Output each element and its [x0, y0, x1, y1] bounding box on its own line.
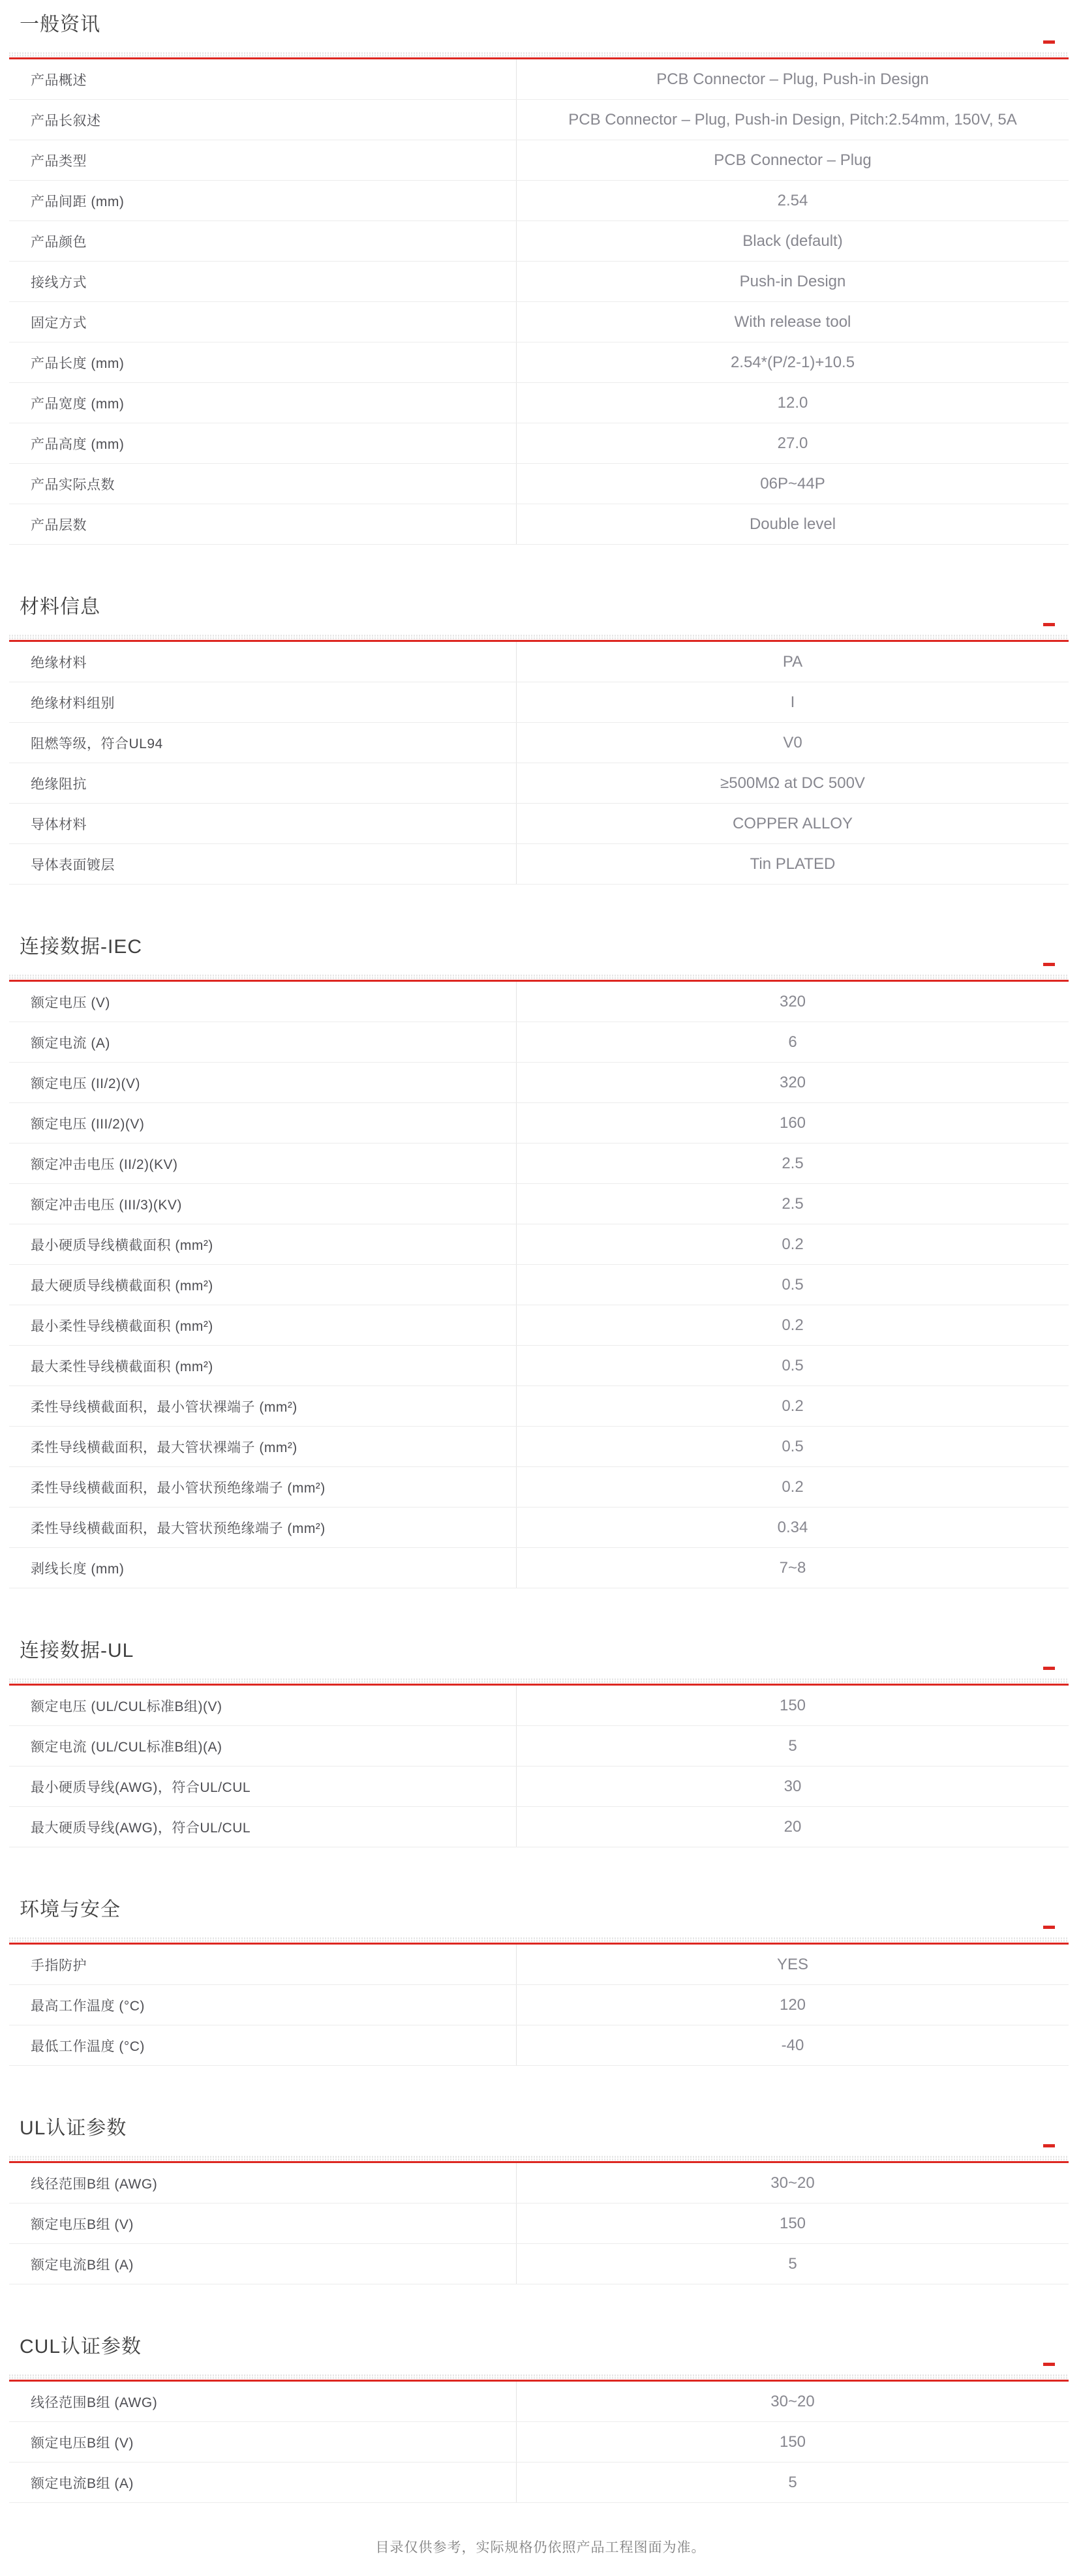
spec-row: [9, 804, 1069, 844]
collapse-minus-icon[interactable]: [1043, 1667, 1055, 1670]
spec-value: PA: [782, 652, 803, 671]
section-title: CUL认证参数: [20, 2336, 142, 2357]
spec-label: 柔性导线横截面积，最大管状裸端子 (mm²): [9, 1427, 517, 1466]
spec-value: 6: [788, 1033, 797, 1051]
spec-value: 2.54*(P/2-1)+10.5: [730, 353, 855, 371]
spec-row: [9, 59, 1069, 100]
section-title: 一般资讯: [20, 14, 100, 35]
collapse-minus-icon[interactable]: [1043, 963, 1055, 966]
spec-label: 剥线长度 (mm): [9, 1548, 517, 1588]
spec-value: 0.5: [782, 1356, 804, 1374]
spec-value: PCB Connector – Plug, Push-in Design, Pitch:2.54mm, 150V, 5A: [568, 110, 1017, 129]
section-title: 环境与安全: [20, 1899, 121, 1920]
spec-row: [9, 181, 1069, 221]
collapse-minus-icon[interactable]: [1043, 40, 1055, 44]
spec-table: [9, 642, 1069, 885]
spec-row: [9, 1686, 1069, 1726]
section-title: 材料信息: [20, 596, 100, 618]
spec-value: 0.2: [782, 1235, 804, 1253]
spec-label: 额定电压 (III/2)(V): [9, 1103, 517, 1143]
spec-row: [9, 100, 1069, 140]
spec-row: [9, 982, 1069, 1022]
spec-value: YES: [776, 1955, 809, 1973]
spec-label: 额定电压B组 (V): [9, 2422, 517, 2462]
spec-row: [9, 1548, 1069, 1588]
section-title: 连接数据-IEC: [20, 936, 142, 958]
spec-label: 最大柔性导线横截面积 (mm²): [9, 1346, 517, 1386]
spec-label: 额定电流 (A): [9, 1022, 517, 1062]
spec-row: [9, 140, 1069, 181]
spec-value: 0.34: [777, 1518, 808, 1536]
spec-row: [9, 1726, 1069, 1766]
spec-label: 最小柔性导线横截面积 (mm²): [9, 1305, 517, 1345]
spec-label: 产品概述: [9, 59, 517, 99]
collapse-minus-icon[interactable]: [1043, 2144, 1055, 2147]
section-toggle-row: [9, 2363, 1069, 2367]
spec-label: 额定冲击电压 (II/2)(KV): [9, 1144, 517, 1183]
spec-row: [9, 1184, 1069, 1224]
spec-value: 7~8: [779, 1558, 806, 1577]
spec-row: [9, 1265, 1069, 1305]
spec-label: 最低工作温度 (°C): [9, 2025, 517, 2065]
section-ul-certification: [9, 2066, 1069, 2284]
spec-table: [9, 1945, 1069, 2066]
spec-value: 0.5: [782, 1437, 804, 1455]
spec-label: 额定电压 (V): [9, 982, 517, 1022]
section-stripe-divider: [9, 975, 1069, 980]
section-toggle-row: [9, 1667, 1069, 1671]
spec-table: [9, 59, 1069, 545]
section-material-info: [9, 545, 1069, 885]
spec-label: 线径范围B组 (AWG): [9, 2382, 517, 2421]
section-general-info: [9, 0, 1069, 545]
spec-value: 120: [779, 1995, 806, 2014]
spec-label: 线径范围B组 (AWG): [9, 2163, 517, 2203]
spec-label: 导体表面镀层: [9, 844, 517, 884]
section-toggle-row: [9, 963, 1069, 967]
spec-value: Black (default): [742, 232, 843, 250]
spec-row: [9, 221, 1069, 262]
spec-row: [9, 1305, 1069, 1346]
spec-row: [9, 1467, 1069, 1508]
spec-label: 产品间距 (mm): [9, 181, 517, 220]
spec-label: 产品宽度 (mm): [9, 383, 517, 423]
spec-row: [9, 1945, 1069, 1985]
spec-row: [9, 1224, 1069, 1265]
spec-row: [9, 844, 1069, 885]
collapse-minus-icon[interactable]: [1043, 623, 1055, 626]
spec-label: 导体材料: [9, 804, 517, 843]
spec-value: Double level: [749, 515, 836, 533]
spec-row: [9, 1022, 1069, 1063]
spec-row: [9, 423, 1069, 464]
spec-row: [9, 1807, 1069, 1847]
spec-row: [9, 504, 1069, 545]
spec-label: 额定电压 (UL/CUL标准B组)(V): [9, 1686, 517, 1725]
spec-row: [9, 2025, 1069, 2066]
spec-label: 最小硬质导线横截面积 (mm²): [9, 1224, 517, 1264]
spec-value: 5: [788, 2254, 797, 2273]
spec-value: COPPER ALLOY: [732, 814, 853, 832]
spec-row: [9, 723, 1069, 763]
spec-value: With release tool: [734, 312, 851, 331]
spec-row: [9, 682, 1069, 723]
spec-row: [9, 1063, 1069, 1103]
spec-row: [9, 2382, 1069, 2422]
spec-value: 27.0: [777, 434, 808, 452]
spec-row: [9, 1103, 1069, 1144]
section-toggle-row: [9, 1926, 1069, 1930]
spec-value: 5: [788, 1736, 797, 1755]
spec-value: 12.0: [777, 393, 808, 412]
spec-value: 0.2: [782, 1477, 804, 1496]
spec-label: 额定电流B组 (A): [9, 2462, 517, 2502]
section-stripe-divider: [9, 2156, 1069, 2161]
spec-row: [9, 2244, 1069, 2284]
spec-value: I: [790, 693, 795, 711]
spec-value: 320: [779, 992, 806, 1010]
spec-table: [9, 982, 1069, 1588]
spec-row: [9, 1427, 1069, 1467]
spec-label: 柔性导线横截面积，最大管状预绝缘端子 (mm²): [9, 1508, 517, 1547]
spec-label: 阻燃等级，符合UL94: [9, 723, 517, 763]
spec-row: [9, 1508, 1069, 1548]
spec-value: 30: [784, 1777, 802, 1795]
spec-label: 绝缘材料: [9, 642, 517, 682]
footer-note: 目录仅供参考，实际规格仍依照产品工程图面为准。: [375, 2540, 706, 2555]
spec-value: 06P~44P: [760, 474, 825, 492]
section-stripe-divider: [9, 2374, 1069, 2380]
spec-row: [9, 342, 1069, 383]
spec-value: 2.54: [777, 191, 808, 209]
spec-value: Push-in Design: [739, 272, 846, 290]
spec-row: [9, 2204, 1069, 2244]
section-title: UL认证参数: [20, 2117, 127, 2139]
spec-label: 手指防护: [9, 1945, 517, 1984]
spec-label: 额定冲击电压 (III/3)(KV): [9, 1184, 517, 1224]
spec-value: Tin PLATED: [750, 855, 836, 873]
spec-value: 150: [779, 1696, 806, 1714]
spec-value: 30~20: [770, 2174, 815, 2192]
section-stripe-divider: [9, 1937, 1069, 1943]
spec-value: 2.5: [782, 1194, 804, 1213]
collapse-minus-icon[interactable]: [1043, 2363, 1055, 2366]
spec-label: 最大硬质导线(AWG)，符合UL/CUL: [9, 1807, 517, 1847]
spec-row: [9, 1144, 1069, 1184]
spec-row: [9, 262, 1069, 302]
section-connection-data-ul: [9, 1588, 1069, 1847]
spec-value: 5: [788, 2473, 797, 2491]
spec-value: 0.2: [782, 1316, 804, 1334]
spec-value: 2.5: [782, 1154, 804, 1172]
spec-row: [9, 1346, 1069, 1386]
spec-row: [9, 1985, 1069, 2025]
spec-label: 额定电压 (II/2)(V): [9, 1063, 517, 1102]
spec-label: 最大硬质导线横截面积 (mm²): [9, 1265, 517, 1305]
spec-value: ≥500MΩ at DC 500V: [720, 774, 865, 792]
spec-label: 最小硬质导线(AWG)，符合UL/CUL: [9, 1766, 517, 1806]
section-cul-certification: [9, 2284, 1069, 2503]
spec-label: 固定方式: [9, 302, 517, 342]
spec-value: 0.2: [782, 1397, 804, 1415]
section-stripe-divider: [9, 52, 1069, 57]
section-stripe-divider: [9, 635, 1069, 640]
spec-table: [9, 2382, 1069, 2503]
section-connection-data-iec: [9, 885, 1069, 1588]
spec-value: 30~20: [770, 2392, 815, 2410]
spec-value: PCB Connector – Plug, Push-in Design: [656, 70, 929, 88]
spec-table: [9, 1686, 1069, 1847]
spec-label: 柔性导线横截面积，最小管状裸端子 (mm²): [9, 1386, 517, 1426]
spec-row: [9, 1766, 1069, 1807]
spec-value: 150: [779, 2432, 806, 2451]
spec-label: 产品类型: [9, 140, 517, 180]
spec-value: 0.5: [782, 1275, 804, 1294]
spec-value: 150: [779, 2214, 806, 2232]
spec-label: 产品实际点数: [9, 464, 517, 504]
spec-label: 绝缘阻抗: [9, 763, 517, 803]
spec-label: 最高工作温度 (°C): [9, 1985, 517, 2025]
spec-value: 20: [784, 1817, 802, 1836]
spec-label: 产品长叙述: [9, 100, 517, 140]
spec-row: [9, 302, 1069, 342]
spec-label: 产品颜色: [9, 221, 517, 261]
section-environment-safety: [9, 1847, 1069, 2066]
spec-table: [9, 2163, 1069, 2284]
spec-row: [9, 763, 1069, 804]
spec-row: [9, 1386, 1069, 1427]
spec-label: 额定电流 (UL/CUL标准B组)(A): [9, 1726, 517, 1766]
spec-label: 柔性导线横截面积，最小管状预绝缘端子 (mm²): [9, 1467, 517, 1507]
section-toggle-row: [9, 2144, 1069, 2148]
spec-value: V0: [783, 733, 802, 751]
section-stripe-divider: [9, 1678, 1069, 1684]
spec-label: 绝缘材料组别: [9, 682, 517, 722]
section-toggle-row: [9, 40, 1069, 44]
spec-row: [9, 2462, 1069, 2503]
section-title: 连接数据-UL: [20, 1640, 134, 1661]
spec-row: [9, 383, 1069, 423]
spec-label: 额定电流B组 (A): [9, 2244, 517, 2284]
spec-value: PCB Connector – Plug: [714, 151, 872, 169]
spec-row: [9, 2163, 1069, 2204]
collapse-minus-icon[interactable]: [1043, 1926, 1055, 1929]
spec-label: 产品长度 (mm): [9, 342, 517, 382]
spec-row: [9, 642, 1069, 682]
spec-value: 320: [779, 1073, 806, 1091]
spec-label: 额定电压B组 (V): [9, 2204, 517, 2243]
spec-value: -40: [781, 2036, 804, 2054]
spec-label: 产品层数: [9, 504, 517, 544]
section-toggle-row: [9, 623, 1069, 627]
spec-label: 产品高度 (mm): [9, 423, 517, 463]
spec-row: [9, 464, 1069, 504]
spec-label: 接线方式: [9, 262, 517, 301]
spec-row: [9, 2422, 1069, 2462]
spec-value: 160: [779, 1114, 806, 1132]
